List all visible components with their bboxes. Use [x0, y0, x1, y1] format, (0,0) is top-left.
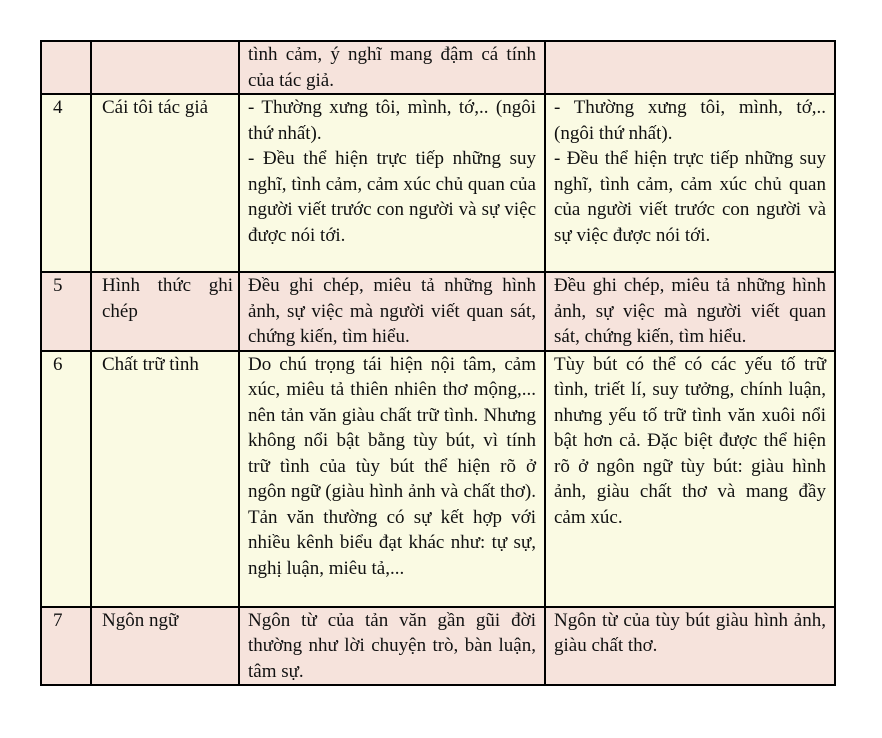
row-number: 5 — [41, 272, 91, 351]
table-row — [41, 272, 835, 351]
tan-van-cell — [239, 272, 545, 351]
cell-paragraph: - Thường xưng tôi, mình, tớ,.. (ngôi thứ nhất). — [248, 97, 536, 144]
tan-van-cell — [239, 41, 545, 94]
tuy-but-cell — [545, 272, 835, 351]
cell-paragraph: - Đều thể hiện trực tiếp những suy nghĩ, tình cảm, cảm xúc chủ quan của người viết trước con người và sự việc được nói tới. — [554, 148, 826, 246]
cell-paragraph: Tùy bút có thể có các yếu tố trữ tình, triết lí, suy tưởng, chính luận, nhưng yếu tố trữ tình văn xuôi nổi bật hơn cả. Đặc biệt được thể hiện rõ ở ngôn ngữ tùy bút: giàu hình ảnh, giàu chất thơ và mang đầy cảm xúc. — [554, 353, 826, 528]
cell-paragraph: tình cảm, ý nghĩ mang đậm cá tính của tác giả. — [248, 44, 536, 91]
tan-van-cell — [239, 94, 545, 272]
row-number: 6 — [41, 351, 91, 607]
table-row — [41, 351, 835, 607]
row-number — [41, 41, 91, 94]
tan-van-cell — [239, 607, 545, 686]
row-number: 4 — [41, 94, 91, 272]
tuy-but-cell — [545, 94, 835, 272]
cell-paragraph: Ngôn từ của tùy bút giàu hình ảnh, giàu chất thơ. — [554, 609, 826, 656]
tuy-but-cell — [545, 607, 835, 686]
tan-van-cell — [239, 351, 545, 607]
cell-paragraph: Đều ghi chép, miêu tả những hình ảnh, sự việc mà người viết quan sát, chứng kiến, tìm hiểu. — [554, 275, 826, 347]
criterion-cell: Cái tôi tác giả — [91, 94, 239, 272]
row-number: 7 — [41, 607, 91, 686]
cell-paragraph: - Thường xưng tôi, mình, tớ,.. (ngôi thứ nhất). — [554, 97, 826, 144]
criterion-cell — [91, 41, 239, 94]
tuy-but-cell — [545, 351, 835, 607]
cell-paragraph: - Đều thể hiện trực tiếp những suy nghĩ, tình cảm, cảm xúc chủ quan của người viết trước con người và sự việc được nói tới. — [248, 148, 536, 246]
criterion-cell: Chất trữ tình — [91, 351, 239, 607]
cell-paragraph: Đều ghi chép, miêu tả những hình ảnh, sự việc mà người viết quan sát, chứng kiến, tìm hiểu. — [248, 275, 536, 347]
comparison-table — [40, 40, 836, 686]
table-row — [41, 607, 835, 686]
criterion-cell: Ngôn ngữ — [91, 607, 239, 686]
table-row — [41, 41, 835, 94]
criterion-cell: Hình thức ghi chép — [91, 272, 239, 351]
cell-paragraph: Ngôn từ của tản văn gần gũi đời thường như lời chuyện trò, bàn luận, tâm sự. — [248, 609, 536, 682]
table-row — [41, 94, 835, 272]
cell-paragraph: Do chú trọng tái hiện nội tâm, cảm xúc, miêu tả thiên nhiên thơ mộng,... nên tản văn giàu chất trữ tình. Nhưng không nổi bật bằng tùy bút, vì tính trữ tình của tùy bút thể hiện rõ ở ngôn ngữ (giàu hình ảnh và chất thơ). Tản văn thường có sự kết hợp với nhiều kênh biểu đạt khác như: tự sự, nghị luận, miêu tả,... — [248, 353, 536, 579]
tuy-but-cell — [545, 41, 835, 94]
